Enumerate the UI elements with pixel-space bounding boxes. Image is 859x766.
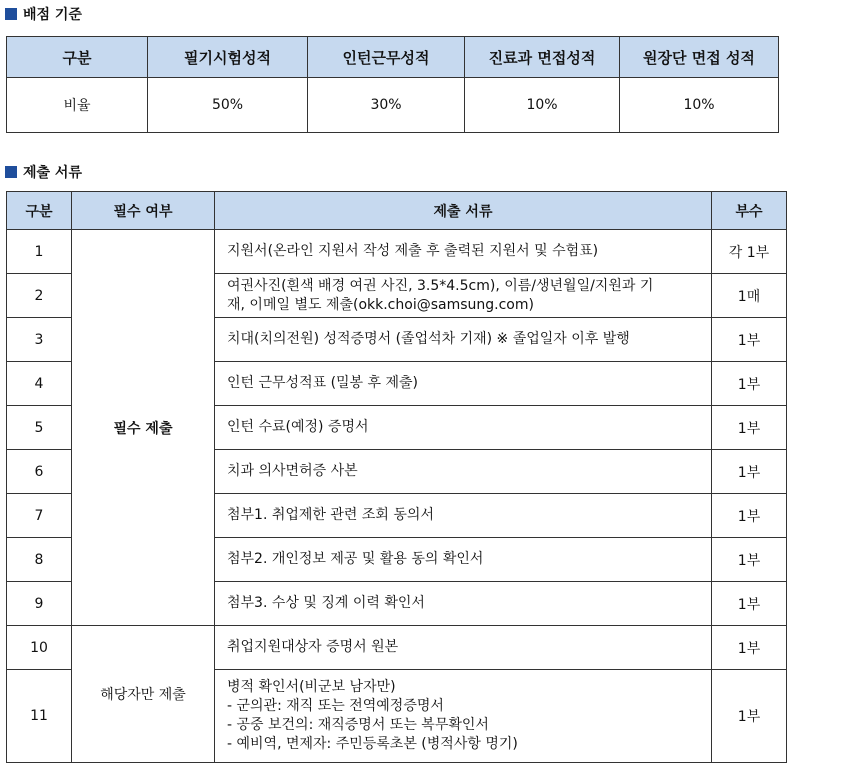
table-header-row — [7, 192, 787, 230]
copies: 1부 — [712, 362, 787, 406]
row-number: 8 — [7, 538, 72, 582]
document-line: - 예비역, 면제자: 주민등록초본 (병적사항 명기) — [227, 736, 518, 752]
row-number: 1 — [7, 230, 72, 274]
header-cell: 제출 서류 — [215, 192, 712, 230]
document-name: 인턴 수료(예정) 증명서 — [215, 406, 712, 450]
section2-title-text: 제출 서류 — [23, 165, 82, 181]
section1-title — [5, 4, 82, 24]
table-cell: 비율 — [7, 78, 148, 133]
header-cell: 부수 — [712, 192, 787, 230]
square-bullet-icon — [5, 8, 17, 20]
document-line: 병적 확인서(비군보 남자만) — [227, 679, 396, 695]
document-line: 여권사진(흰색 배경 여권 사진, 3.5*4.5cm), 이름/생년월일/지원과 기 — [227, 277, 654, 294]
copies: 각 1부 — [712, 230, 787, 274]
header-cell: 필수 여부 — [72, 192, 215, 230]
table-cell: 50% — [148, 78, 308, 133]
row-number: 6 — [7, 450, 72, 494]
copies: 1부 — [712, 626, 787, 670]
header-cell: 구분 — [7, 192, 72, 230]
group-applicable: 해당자만 제출 — [72, 626, 215, 763]
header-cell: 진료과 면접성적 — [465, 37, 620, 78]
row-number: 9 — [7, 582, 72, 626]
table-cell: 10% — [465, 78, 620, 133]
document-name: 인턴 근무성적표 (밀봉 후 제출) — [215, 362, 712, 406]
table-cell: 30% — [308, 78, 465, 133]
table-row — [7, 626, 787, 670]
copies: 1부 — [712, 582, 787, 626]
row-number: 5 — [7, 406, 72, 450]
document-name — [215, 274, 712, 318]
table-row — [7, 78, 779, 133]
row-number: 2 — [7, 274, 72, 318]
document-name — [215, 670, 712, 763]
copies: 1부 — [712, 450, 787, 494]
document-name: 첨부2. 개인정보 제공 및 활용 동의 확인서 — [215, 538, 712, 582]
document-name: 치과 의사면허증 사본 — [215, 450, 712, 494]
document-name: 치대(치의전원) 성적증명서 (졸업석차 기재) ※ 졸업일자 이후 발행 — [215, 318, 712, 362]
section1-title-text: 배점 기준 — [23, 7, 82, 23]
document-line: - 공중 보건의: 재직증명서 또는 복무확인서 — [227, 717, 489, 733]
row-number: 11 — [7, 670, 72, 763]
table-row — [7, 230, 787, 274]
copies: 1부 — [712, 538, 787, 582]
header-cell: 구분 — [7, 37, 148, 78]
section2-title — [5, 162, 82, 182]
document-name: 첨부1. 취업제한 관련 조회 동의서 — [215, 494, 712, 538]
document-name: 첨부3. 수상 및 징계 이력 확인서 — [215, 582, 712, 626]
document-line: - 군의관: 재직 또는 전역예정증명서 — [227, 698, 444, 714]
document-name: 취업지원대상자 증명서 원본 — [215, 626, 712, 670]
table-cell: 10% — [620, 78, 779, 133]
copies: 1부 — [712, 670, 787, 763]
documents-table — [6, 191, 787, 763]
header-cell: 인턴근무성적 — [308, 37, 465, 78]
row-number: 3 — [7, 318, 72, 362]
copies: 1부 — [712, 406, 787, 450]
copies: 1부 — [712, 494, 787, 538]
document-name: 지원서(온라인 지원서 작성 제출 후 출력된 지원서 및 수험표) — [215, 230, 712, 274]
document-line: 재, 이메일 별도 제출(okk.choi@samsung.com) — [227, 296, 534, 313]
header-cell: 원장단 면접 성적 — [620, 37, 779, 78]
row-number: 4 — [7, 362, 72, 406]
square-bullet-icon — [5, 166, 17, 178]
copies: 1매 — [712, 274, 787, 318]
header-cell: 필기시험성적 — [148, 37, 308, 78]
score-criteria-table — [6, 36, 779, 133]
row-number: 7 — [7, 494, 72, 538]
table-header-row — [7, 37, 779, 78]
group-required: 필수 제출 — [72, 230, 215, 626]
row-number: 10 — [7, 626, 72, 670]
copies: 1부 — [712, 318, 787, 362]
